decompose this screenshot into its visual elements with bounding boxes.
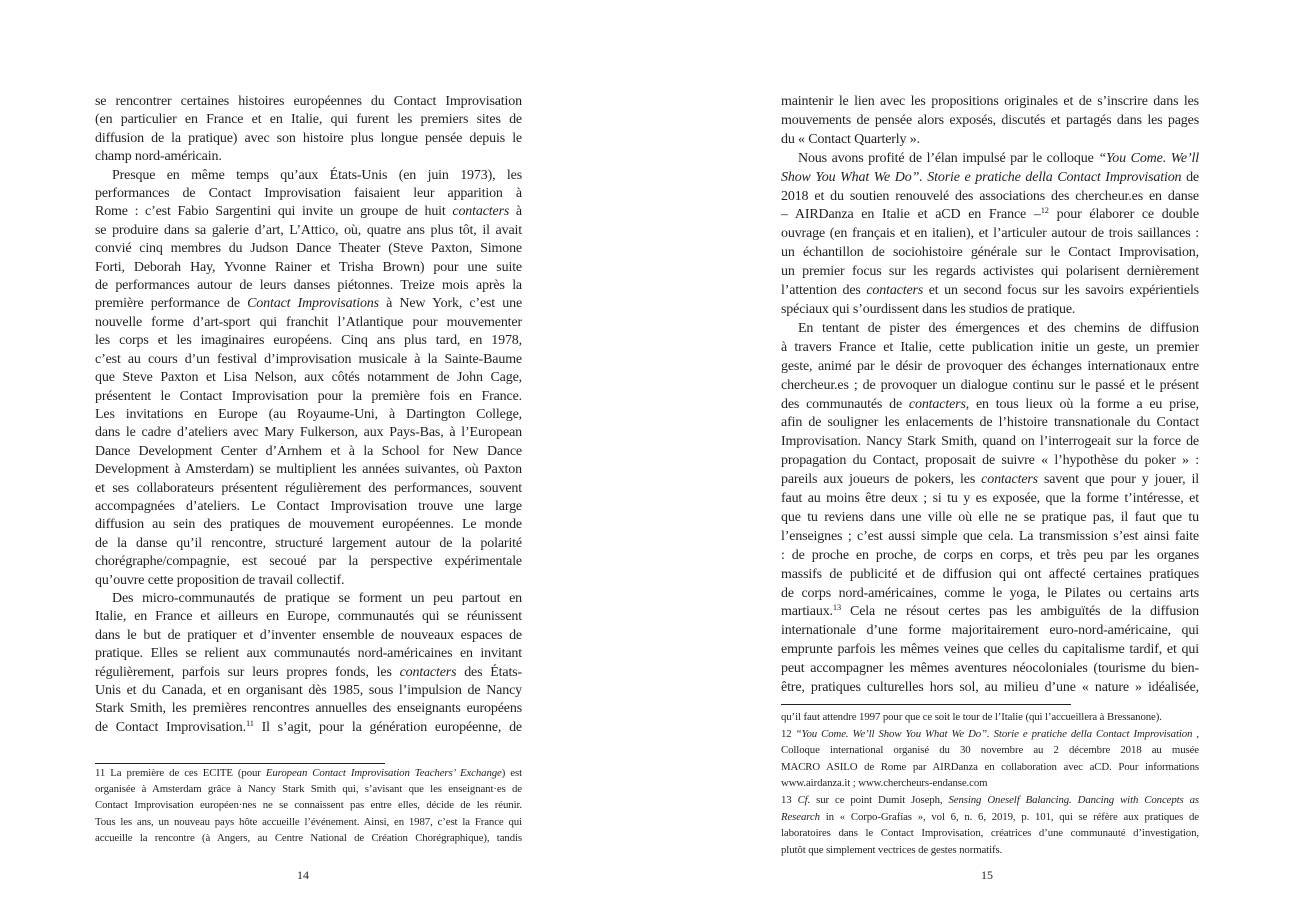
text-line	[95, 830, 522, 846]
text-line	[95, 332, 522, 350]
text-run: de la danse qu’il rencontre, structuré largement autour de la polarité	[95, 535, 522, 551]
text-line	[95, 277, 522, 295]
text-line	[781, 709, 1199, 726]
text-run: – AIRDanza en Italie et aCD en France –	[781, 207, 1041, 223]
text-line	[781, 414, 1199, 433]
text-run: à travers France et Italie, cette publication initie un geste, un premier	[781, 339, 1199, 355]
text-line	[781, 112, 1199, 131]
text-run: performances de Contact Improvisation faisaient leur apparition à	[95, 186, 522, 202]
text-run: convié cinq membres du Judson Dance Theater (Steve Paxton, Simone	[95, 241, 522, 257]
text-line	[781, 244, 1199, 263]
text-run: à	[509, 204, 522, 220]
text-line	[781, 528, 1199, 547]
text-line	[95, 682, 522, 700]
text-run: un premier focus sur les regards activistes qui polarisent dernièrement	[781, 264, 1199, 280]
text-line	[95, 185, 522, 203]
text-run: des États-	[456, 664, 522, 680]
text-line	[95, 369, 522, 387]
text-run: Presque en même temps qu’aux États-Unis (en juin 1973), les	[112, 167, 522, 183]
text-run: dans le but de pratiquer et d’inventer ensemble de nouveaux espaces de	[95, 627, 522, 643]
text-run: mouvements de pensée alors exposés, discutés et partagés dans les pages	[781, 112, 1199, 128]
italic-run: contacters	[908, 396, 966, 412]
footnote-separator	[95, 763, 385, 764]
italic-run: contacters	[866, 283, 924, 299]
text-run: 2018 et du soutien renouvelé des associations des chercheur.es en danse	[781, 188, 1199, 204]
text-run: de performances autour de leurs danses piétonnes. Treize mois après la	[95, 278, 522, 294]
text-line	[781, 509, 1199, 528]
text-line	[95, 314, 522, 332]
text-run: Dance Development Center d’Arnhem et à la School for New Dance	[95, 443, 522, 459]
text-line	[95, 351, 522, 369]
italic-run: Sensing Oneself Balancing. Dancing with Concepts as	[948, 793, 1199, 806]
page-number-left: 14	[297, 868, 309, 882]
text-line	[95, 111, 522, 129]
text-run: nouvelle forme d’art-sport qui franchit l’Atlantique pour mouvementer	[95, 314, 522, 330]
paragraph	[781, 93, 1199, 150]
text-line	[95, 167, 522, 185]
text-run: maintenir le lien avec les propositions originales et de s’inscrire dans les	[781, 94, 1199, 109]
text-line	[781, 792, 1199, 809]
page-15-body	[781, 93, 1199, 698]
text-run: www.airdanza.it ; www.chercheurs-endanse.com	[781, 777, 988, 790]
text-run: Tous les ans, un nouveau pays hôte accueille l’événement. Ainsi, en 1987, c’est la France qui	[95, 815, 522, 828]
text-run: Colloque international organisé du 30 novembre au 2 décembre 2018 au musée	[781, 744, 1199, 757]
text-line	[781, 358, 1199, 377]
text-line	[95, 645, 522, 663]
text-run: propagation du Contact, proposait de suivre « l’hypothèse du poker » :	[781, 453, 1199, 469]
italic-run: contacters	[981, 472, 1038, 488]
text-line	[781, 585, 1199, 604]
italic-run: contacters	[452, 204, 510, 220]
text-line	[95, 719, 522, 737]
text-run: chercheur.es ; de provoquer un dialogue continu sur le passé et le présent	[781, 377, 1199, 393]
text-run: c’est au cours d’un festival d’improvisation musicale à la Sainte-Baume	[95, 351, 522, 367]
text-run: qu’ouvre cette proposition de travail collectif.	[95, 572, 345, 588]
text-line	[95, 627, 522, 645]
page-14-footnotes	[95, 765, 522, 846]
text-line	[95, 700, 522, 718]
italic-run: contacters	[399, 664, 457, 680]
text-line	[95, 240, 522, 258]
text-run: peut accompagner les mêmes aventures néocoloniales (tourisme du bien-	[781, 661, 1199, 677]
text-run: (en particulier en France et en Italie, qui furent les premiers sites de	[95, 112, 522, 128]
text-line	[781, 433, 1199, 452]
text-run: Cela ne résout certes pas les ambiguïtés de la diffusion	[841, 604, 1199, 620]
text-line	[95, 797, 522, 813]
text-run: qu’il faut attendre 1997 pour que ce soit le tour de l’Italie (qui l’accueillera à Bressanone).	[781, 711, 1162, 723]
text-line	[95, 664, 522, 682]
text-run: dans le cadre d’ateliers avec Mary Fulkerson, aux Pays-Bas, à l’European	[95, 425, 522, 441]
text-run: pareils aux joueurs de pokers, les	[781, 472, 982, 488]
text-run: pratique. Elles se relient aux communautés nord-américaines en invitant	[95, 646, 522, 662]
text-run: de Contact Improvisation.	[95, 719, 246, 735]
text-run: et un second focus sur les savoirs expérientiels	[923, 283, 1199, 299]
text-line	[781, 490, 1199, 509]
text-line	[781, 742, 1199, 759]
text-line	[781, 301, 1199, 320]
text-line	[781, 225, 1199, 244]
text-line	[781, 131, 1199, 150]
text-run: être, pratiques culturelles hors sol, au milieu d’une « nature » idéalisée,	[781, 680, 1199, 696]
text-line	[95, 480, 522, 498]
text-run: Italie, en France et ailleurs en Europe, communautés qui se réunissent	[95, 609, 522, 625]
footnote	[95, 765, 522, 846]
footnote-ref: 13	[832, 603, 841, 613]
text-line	[95, 781, 522, 797]
text-run: accompagnées d’ateliers. Le Contact Improvisation trouve une large	[95, 498, 522, 514]
text-run: se produire dans sa galerie d’art, L’Attico, où, quatre ans plus tôt, il avait	[95, 222, 522, 238]
paragraph	[781, 150, 1199, 320]
text-run: Forti, Deborah Hay, Yvonne Rainer et Trisha Brown) pour une suite	[95, 259, 522, 275]
text-run: régulièrement, parfois sur leurs propres fonds, les	[95, 664, 400, 680]
text-run: organisée à Amsterdam grâce à Nancy Stark Smith qui, s’avisant que les enseignant·es de	[95, 783, 522, 796]
paragraph	[781, 320, 1199, 698]
text-line	[95, 814, 522, 830]
text-run: Unis et du Canada, et en organisant dès 1985, sous l’impulsion de Nancy	[95, 683, 522, 698]
text-line	[781, 169, 1199, 188]
text-run: et ses collaborateurs présentent régulièrement des performances, souvent	[95, 480, 522, 496]
footnote	[781, 792, 1199, 858]
text-run: ) est	[501, 767, 522, 779]
text-line	[781, 452, 1199, 471]
text-line	[781, 188, 1199, 207]
text-line	[781, 150, 1199, 169]
text-line	[781, 320, 1199, 339]
text-run: l’attention des	[781, 283, 867, 299]
text-run: des communautés de	[781, 396, 909, 412]
text-line	[95, 148, 522, 166]
text-run: première performance de	[95, 296, 248, 312]
text-run: spéciaux qui s’ourdissent dans les studios de pratique.	[781, 301, 1076, 317]
text-run: 11 La première de ces ECITE (pour	[95, 767, 266, 779]
italic-run: Contact Improvisations	[247, 296, 379, 312]
italic-run: European Contact Improvisation Teachers’ Exchange	[265, 767, 502, 779]
text-run: laboratoires dans le Contact Improvisation, créatrices d’une communauté d’investigation,	[781, 827, 1199, 840]
text-line	[95, 461, 522, 479]
text-line	[781, 825, 1199, 842]
text-line	[781, 842, 1199, 859]
text-run: geste, animé par le désir de provoquer des échanges internationaux entre	[781, 358, 1199, 374]
text-run: afin de souligner les enlacements de l’histoire transnationale du Contact	[781, 415, 1199, 431]
text-run: : de proche en proche, de corps en corps, et très peu par les organes	[781, 547, 1199, 563]
text-line	[95, 295, 522, 313]
page-14-body	[95, 93, 522, 737]
footnote	[781, 726, 1199, 792]
italic-run: “You Come. We’ll	[1098, 150, 1199, 166]
text-run: plutôt que simplement vectrices de gestes normatifs.	[781, 843, 1003, 856]
text-line	[95, 259, 522, 277]
text-line	[95, 388, 522, 406]
text-line	[781, 396, 1199, 415]
text-run: ,	[1192, 727, 1199, 740]
text-line	[95, 424, 522, 442]
text-line	[781, 759, 1199, 776]
text-run: massifs de publicité et de diffusion qui ont affecté certaines pratiques	[781, 566, 1199, 582]
text-line	[95, 572, 522, 590]
text-line	[95, 590, 522, 608]
text-run: martiaux.	[781, 604, 833, 620]
text-run: Rome : c’est Fabio Sargentini qui invite un groupe de huit	[95, 204, 453, 220]
text-line	[95, 443, 522, 461]
text-run: emprunte parfois les mêmes veines que celles du capitalisme tardif, et qui	[781, 642, 1199, 658]
text-line	[95, 516, 522, 534]
text-run: champ nord-américain.	[95, 149, 222, 165]
text-line	[95, 608, 522, 626]
text-line	[781, 726, 1199, 743]
text-run: pour élaborer ce double	[1048, 207, 1199, 223]
text-run: internationale d’une forme majoritairement euro-nord-américaine, qui	[781, 623, 1199, 639]
text-run: En tentant de pister des émergences et des chemins de diffusion	[798, 320, 1199, 336]
text-line	[95, 535, 522, 553]
text-line	[95, 93, 522, 111]
text-run: faut au moins être deux ; si tu y es exposée, que la forme t’intéresse, et	[781, 491, 1199, 507]
paragraph	[95, 167, 522, 590]
text-run: l’enseignes ; c’est aussi simple que cela. La transmission s’est ainsi faite	[781, 528, 1199, 544]
paragraph	[95, 590, 522, 737]
text-run: les corps et les imaginaires européens. Cinq ans plus tard, en 1978,	[95, 333, 522, 349]
text-run: présentent le Contact Improvisation pour la première fois en France.	[95, 388, 522, 404]
text-run: , en tous lieux où la forme a eu prise,	[965, 396, 1199, 412]
italic-run: Cf.	[797, 793, 811, 806]
text-line	[781, 339, 1199, 358]
text-run: se rencontrer certaines histoires européennes du Contact Improvisation	[95, 94, 522, 109]
text-line	[95, 406, 522, 424]
text-run: du « Contact Quarterly ».	[781, 131, 920, 147]
text-line	[781, 775, 1199, 792]
paragraph	[95, 93, 522, 167]
text-line	[781, 471, 1199, 490]
text-run: que Steve Paxton et Lisa Nelson, aux côtés notamment de John Cage,	[95, 370, 522, 386]
text-run: de	[1181, 169, 1199, 185]
text-line	[781, 809, 1199, 826]
text-line	[781, 679, 1199, 698]
text-run: 13	[781, 793, 798, 806]
text-run: savent que pour y jouer, il	[1037, 472, 1199, 488]
text-run: de corps nord-américaines, comme le yoga, le Pilates ou certains arts	[781, 585, 1199, 601]
text-run: Contact Improvisation européen·nes ne se connaissent pas entre elles, décide de les réunir.	[95, 799, 522, 812]
footnote-ref: 11	[245, 718, 254, 728]
text-run: que tu reviens dans une ville où elle ne se pratique pas, il faut que tu	[781, 509, 1199, 525]
text-run: un échantillon de sociohistoire générale sur le Contact Improvisation,	[781, 245, 1199, 261]
text-line	[781, 622, 1199, 641]
text-run: diffusion de la pratique) avec son histoire plus longue pensée depuis le	[95, 130, 522, 146]
text-run: Il s’agit, pour la génération européenne, de	[253, 719, 522, 735]
footnote-ref: 12	[1040, 206, 1049, 216]
text-line	[95, 203, 522, 221]
text-run: accueille la rencontre (à Angers, au Centre National de Création Chorégraphique), tandis	[95, 831, 522, 844]
text-line	[781, 660, 1199, 679]
text-line	[781, 603, 1199, 622]
text-run: Les invitations en Europe (au Royaume-Uni, à Dartington College,	[95, 406, 522, 422]
text-run: Stark Smith, les premières rencontres annuelles des enseignants européens	[95, 701, 522, 717]
text-run: diffusion au sein des pratiques de mouvement européennes. Le monde	[95, 517, 522, 533]
text-line	[781, 566, 1199, 585]
italic-run: Show You What We Do”. Storie e pratiche della Contact Improvisation	[781, 169, 1182, 185]
footnote	[781, 709, 1199, 726]
text-run: Des micro-communautés de pratique se forment un peu partout en	[112, 590, 522, 606]
text-run: chorégraphe/compagnie, est secoué par la perspective expérimentale	[95, 554, 522, 570]
text-line	[781, 263, 1199, 282]
text-run: MACRO ASILO de Rome par AIRDanza en collaboration avec aCD. Pour informations	[781, 760, 1199, 773]
text-run: Improvisation. Nancy Stark Smith, quand on l’interrogeait sur la force de	[781, 434, 1199, 450]
text-run: 12	[781, 727, 796, 740]
text-run: in « Corpo-Grafías », vol 6, n. 6, 2019, p. 101, qui se réfère aux pratiques de	[819, 810, 1199, 823]
text-line	[95, 222, 522, 240]
page-15-footnotes	[781, 709, 1199, 858]
italic-run: Research	[781, 810, 820, 823]
text-line	[95, 553, 522, 571]
text-run: ouvrage (en français et en italien), et l’articuler autour de trois saillances :	[781, 226, 1199, 242]
text-run: à New York, c’est une	[378, 296, 523, 312]
text-run: sur ce point Dumit Joseph,	[810, 793, 949, 806]
text-line	[781, 93, 1199, 112]
text-line	[781, 282, 1199, 301]
text-line	[781, 641, 1199, 660]
text-line	[781, 547, 1199, 566]
text-line	[781, 377, 1199, 396]
page-number-right: 15	[981, 868, 993, 882]
text-run: Development à Amsterdam) se multiplient les années suivantes, où Paxton	[95, 462, 522, 478]
italic-run: “You Come. We’ll Show You What We Do”. Storie e pratiche della Contact Improvisation	[795, 727, 1193, 740]
text-line	[95, 498, 522, 516]
footnote-separator	[781, 704, 1071, 705]
text-line	[95, 130, 522, 148]
text-run: Nous avons profité de l’élan impulsé par le colloque	[798, 150, 1099, 166]
text-line	[781, 206, 1199, 225]
text-line	[95, 765, 522, 781]
